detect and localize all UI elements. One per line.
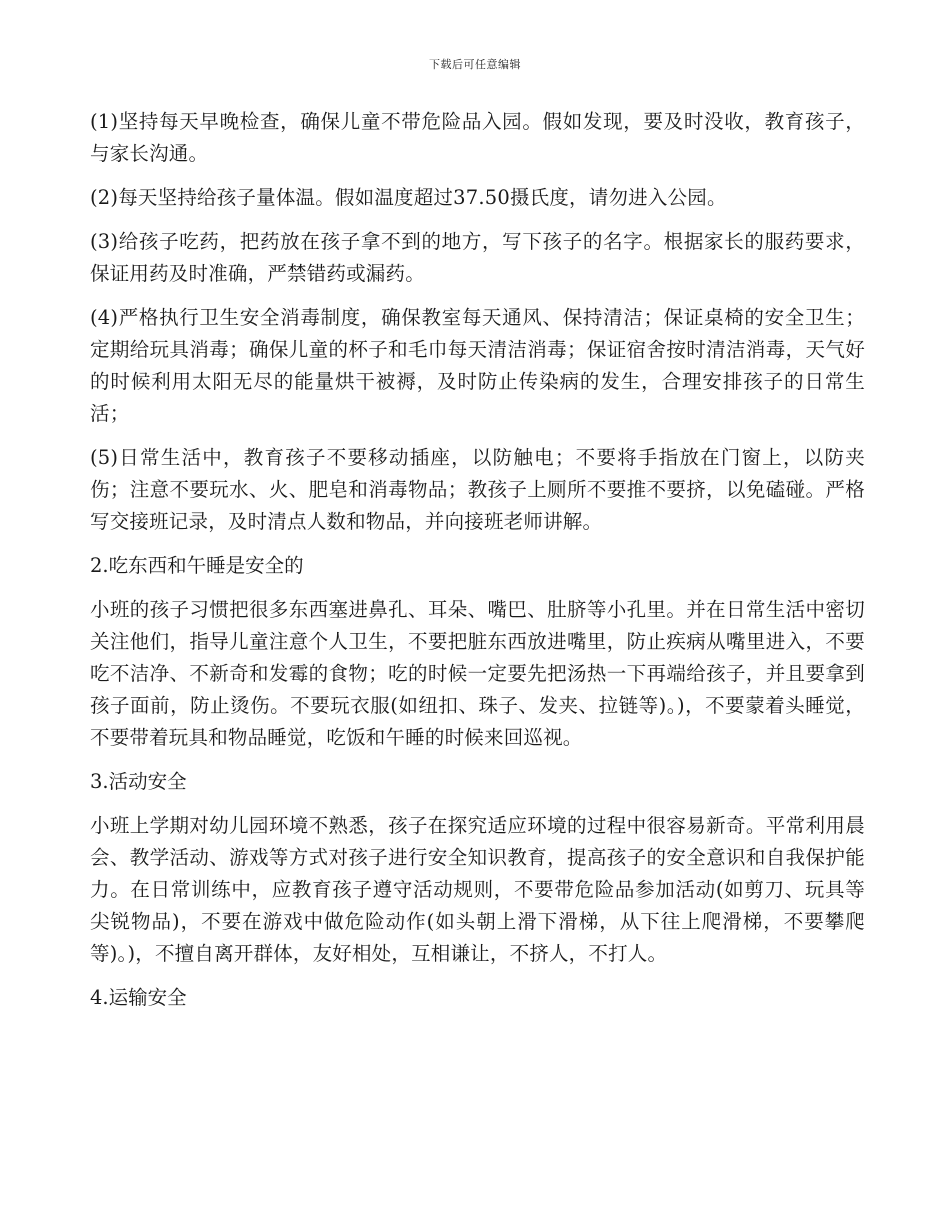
document-body	[90, 106, 865, 1026]
section-heading-2: 2.吃东西和午睡是安全的	[90, 554, 304, 577]
paragraph-6: 小班的孩子习惯把很多东西塞进鼻孔、耳朵、嘴巴、肚脐等小孔里。并在日常生活中密切关注他们，指导儿童注意个人卫生，不要把脏东西放进嘴里，防止疾病从嘴里进入，不要吃不洁净、不新奇和发霉的食物；吃的时候一定要先把汤热一下再端给孩子，并且要拿到孩子面前，防止烫伤。不要玩衣服(如纽扣、珠子、发夹、拉链等)。)，不要蒙着头睡觉，不要带着玩具和物品睡觉，吃饭和午睡的时候来回巡视。	[90, 598, 865, 749]
paragraph-7: 小班上学期对幼儿园环境不熟悉，孩子在探究适应环境的过程中很容易新奇。平常利用晨会、教学活动、游戏等方式对孩子进行安全知识教育，提高孩子的安全意识和自我保护能力。在日常训练中，应教育孩子遵守活动规则，不要带危险品参加活动(如剪刀、玩具等尖锐物品)，不要在游戏中做危险动作(如头朝上滑下滑梯，从下往上爬滑梯，不要攀爬等)。)，不擅自离开群体，友好相处，互相谦让，不挤人，不打人。	[90, 814, 865, 965]
page-header: 下载后可任意编辑	[429, 58, 521, 71]
paragraph-5: (5)日常生活中，教育孩子不要移动插座，以防触电；不要将手指放在门窗上，以防夹伤；注意不要玩水、火、肥皂和消毒物品；教孩子上厕所不要推不要挤，以免磕碰。严格写交接班记录，及时清点人数和物品，并向接班老师讲解。	[90, 446, 865, 533]
paragraph-1: (1)坚持每天早晚检查，确保儿童不带危险品入园。假如发现，要及时没收，教育孩子，与家长沟通。	[90, 110, 865, 165]
section-heading-3: 3.活动安全	[90, 770, 187, 793]
paragraph-3: (3)给孩子吃药，把药放在孩子拿不到的地方，写下孩子的名字。根据家长的服药要求，保证用药及时准确，严禁错药或漏药。	[90, 230, 865, 285]
section-heading-4: 4.运输安全	[90, 986, 187, 1009]
paragraph-4: (4)严格执行卫生安全消毒制度，确保教室每天通风、保持清洁；保证桌椅的安全卫生；定期给玩具消毒；确保儿童的杯子和毛巾每天清洁消毒；保证宿舍按时清洁消毒，天气好的时候利用太阳无尽的能量烘干被褥，及时防止传染病的发生，合理安排孩子的日常生活；	[90, 306, 865, 425]
paragraph-2: (2)每天坚持给孩子量体温。假如温度超过37.50摄氏度，请勿进入公园。	[90, 186, 727, 209]
